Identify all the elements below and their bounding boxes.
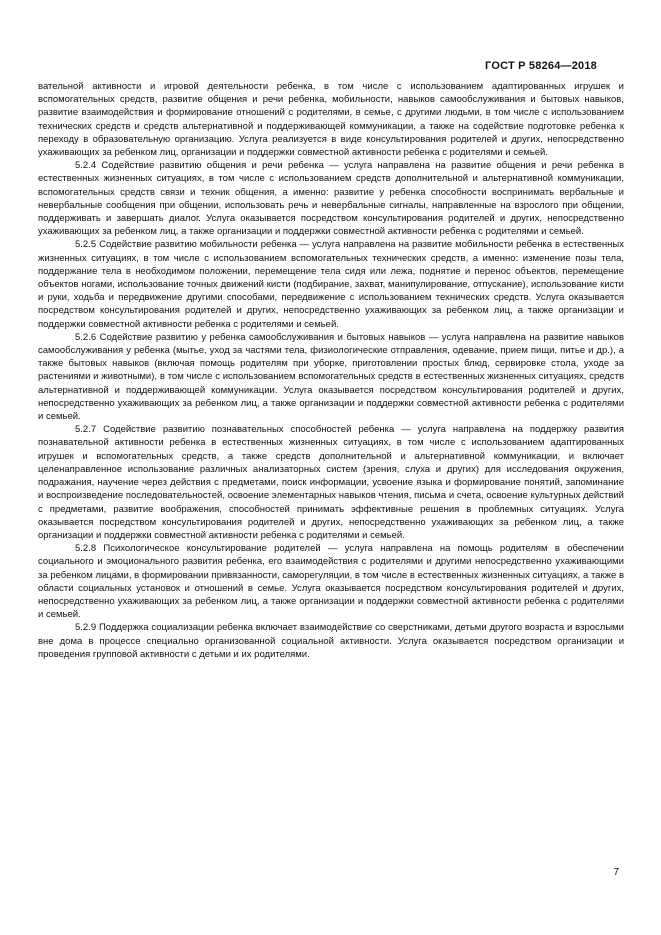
standard-code-header: ГОСТ Р 58264—2018 — [485, 60, 597, 72]
paragraph-5-2-5: 5.2.5 Содействие развитию мобильности ребенка — услуга направлена на развитие мобильности ребенка в естественных жизненных ситуациях, в том числе с использованием вспомогательных технических средств, а именно: изменение позы тела, поддержание тела в необходимом положении, перемещение тела сидя или лежа, поднятие и перенос объектов, перемещение объектов ногами, использование точных движений кисти (подбирание, захват, манипулирование, отпускание), использование кисти и руки, ходьба и передвижение другими способами, передвижение с использованием технических средств. Услуга оказывается посредством консультирования родителей и других, непосредственно ухаживающих за ребенком лиц, а также организации и поддержки совместной активности ребенка с родителями и семьей. — [38, 239, 624, 330]
paragraph-5-2-9: 5.2.9 Поддержка социализации ребенка включает взаимодействие со сверстниками, детьми другого возраста и взрослыми вне дома в процессе специально организованной социальной активности. Услуга оказывается посредством организации и проведения групповой активности с детьми и их родителями. — [38, 622, 624, 660]
page-number: 7 — [613, 867, 619, 878]
body-text — [38, 80, 624, 661]
paragraph-5-2-4: 5.2.4 Содействие развитию общения и речи ребенка — услуга направлена на развитие общения и речи ребенка в естественных жизненных ситуациях, в том числе с использованием средств дополнительной и альтернативной коммуникации, вспомогательных средств связи и техник общения, а именно: развитие у ребенка способности воспринимать вербальные и невербальные сообщения при общении, использовать речь и невербальные сигналы, направленные на взрослого при общении, поддерживать и завершать диалог. Услуга оказывается посредством консультирования родителей и других, непосредственно ухаживающих за ребенком лиц, а также организации и поддержки совместной активности ребенка с родителями и семьей. — [38, 160, 624, 238]
paragraph-5-2-8: 5.2.8 Психологическое консультирование родителей — услуга направлена на помощь родителям в обеспечении социального и эмоционального развития ребенка, его взаимодействия с родителями и другими непосредственно ухаживающими за ребенком лицами, в формировании привязанности, саморегуляции, в том числе в естественных жизненных ситуациях, а также в области социальных установок и отношений в семье. Услуга оказывается посредством консультирования родителей и других, непосредственно ухаживающих за ребенком лиц, а также организации и поддержки совместной активности ребенка с родителями и семьей. — [38, 543, 624, 621]
paragraph-5-2-7: 5.2.7 Содействие развитию познавательных способностей ребенка — услуга направлена на поддержку развития познавательной активности ребенка в естественных жизненных ситуациях, в том числе с использованием адаптированных игрушек и вспомогательных средств, а также средств дополнительной и альтернативной коммуникации, и включает целенаправленное использование различных анализаторных систем (зрения, слуха и других) для исследования окружения, подражания, научение через действия с предметами, поиск информации, усвоение языка и формирование понятий, запоминание и воспроизведение последовательностей, освоение элементарных навыков чтения, письма и счета, освоение культурных действий с предметами, развитие воображения, способностей принимать эффективные решения в проблемных ситуациях. Услуга оказывается посредством консультирования родителей и других, непосредственно ухаживающих за ребенком лиц, а также организации и поддержки совместной активности ребенка с родителями и семьей. — [38, 424, 624, 541]
paragraph-continuation: вательной активности и игровой деятельности ребенка, в том числе с использованием адаптированных игрушек и вспомогательных средств, развитие общения и речи ребенка, мобильности, навыков самообслуживания и бытовых навыков, развитие взаимодействия и формирование отношений с родителями, в семье, с другими людьми, в том числе с использованием технических средств и средств альтернативной и поддерживающей коммуникации, а также на содействие подготовке ребенка к переходу в образовательную организацию. Услуга реализуется в виде консультирования родителей и других, непосредственно ухаживающих за ребенком лиц, организации и поддержки совместной активности ребенка с родителями и семьей. — [38, 81, 624, 159]
paragraph-5-2-6: 5.2.6 Содействие развитию у ребенка самообслуживания и бытовых навыков — услуга направлена на развитие навыков самообслуживания у ребенка (мытье, уход за частями тела, физиологические отправления, одевание, прием пищи, питье и др.), а также бытовых навыков (включая помощь родителям при уборке, приготовлении простых блюд, сервировке стола, уходе за растениями и животными), в том числе с использованием вспомогательных средств в естественных жизненных ситуациях, средств альтернативной и поддерживающей коммуникации. Услуга оказывается посредством консультирования родителей и других, непосредственно ухаживающих за ребенком лиц, а также организации и поддержки совместной активности ребенка с родителями и семьей. — [38, 331, 624, 423]
